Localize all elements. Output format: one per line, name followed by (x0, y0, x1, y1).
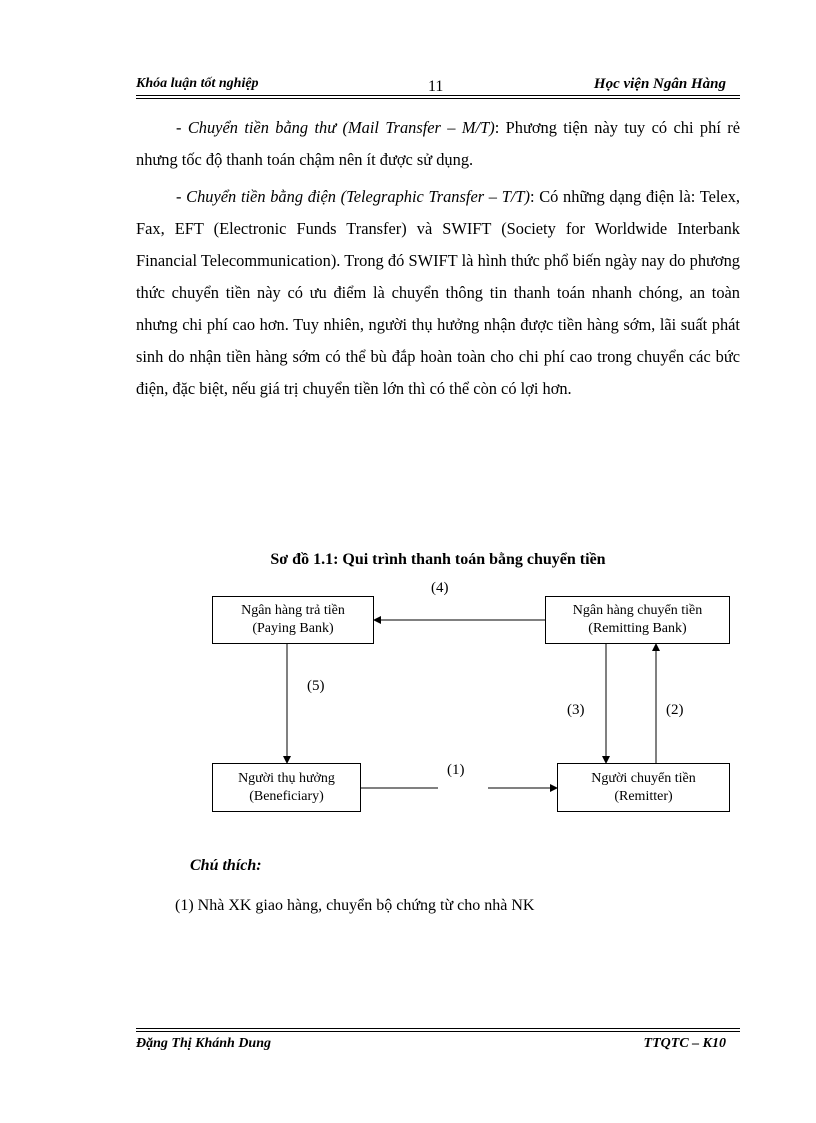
footer-author: Đặng Thị Khánh Dung (136, 1036, 272, 1051)
remitter-english: (Remitter) (614, 788, 673, 804)
step-4-label: (4) (431, 580, 449, 596)
beneficiary-name: Người thụ hưởng (238, 770, 335, 786)
footer-rule-thin (136, 1028, 740, 1029)
step-5-label: (5) (307, 678, 325, 694)
page-footer (136, 1036, 740, 1052)
paying-bank-name: Ngân hàng trả tiền (241, 603, 345, 618)
step-3-label: (3) (567, 702, 585, 718)
diagram-title: Sơ đồ 1.1: Qui trình thanh toán bằng chuyển tiền (270, 551, 606, 568)
header-thesis-label: Khóa luận tốt nghiệp (136, 76, 259, 91)
page-number: 11 (428, 78, 444, 95)
legend-item-1: (1) Nhà XK giao hàng, chuyển bộ chứng từ cho nhà NK (175, 897, 535, 914)
header-institution: Học viện Ngân Hàng (593, 76, 726, 92)
step-1-label: (1) (447, 762, 465, 778)
paragraph-lead: - (176, 118, 188, 137)
remitter-box (557, 763, 730, 812)
remitter-name: Người chuyển tiền (591, 770, 696, 786)
footer-rule (136, 1031, 740, 1032)
beneficiary-box (212, 763, 361, 812)
remitting-bank-english: (Remitting Bank) (588, 621, 687, 636)
remitting-bank-box (545, 596, 730, 644)
remitting-bank-name: Ngân hàng chuyển tiền (572, 603, 703, 618)
paragraph-text: : Có những dạng điện là: Telex, Fax, EFT (Electronic Funds Transfer) và SWIFT (Society for Worldwide Interbank Financial Telecommunication). Trong đó SWIFT là hình thức phổ biến ngày nay do phương thức chuyển tiền này có ưu điểm là chuyển thông tin thanh toán nhanh chóng, an toàn nhưng chi phí cao hơn. Tuy nhiên, người thụ hưởng nhận được tiền hàng sớm, lãi suất phát sinh do nhận tiền hàng sớm có thể bù đắp hoàn toàn cho chi phí cao trong chuyển các bức điện, đặc biệt, nếu giá trị chuyển tiền lớn thì có thể còn có lợi hơn. (136, 187, 740, 398)
paying-bank-english: (Paying Bank) (252, 621, 334, 636)
footer-class: TTQTC – K10 (643, 1036, 726, 1051)
paragraph-lead: - (176, 187, 187, 206)
step-2-label: (2) (666, 702, 684, 718)
term-mail-transfer: Chuyển tiền bằng thư (Mail Transfer – M/T) (187, 118, 495, 137)
term-telegraphic-transfer: Chuyển tiền bằng điện (Telegraphic Transfer – T/T) (186, 187, 530, 206)
beneficiary-english: (Beneficiary) (249, 788, 324, 804)
paying-bank-box (212, 596, 374, 644)
paragraph-text: : Phương tiện này tuy có chi phí rẻ nhưng tốc độ thanh toán chậm nên ít được sử dụng. (136, 118, 740, 169)
legend-title: Chú thích: (190, 857, 262, 874)
